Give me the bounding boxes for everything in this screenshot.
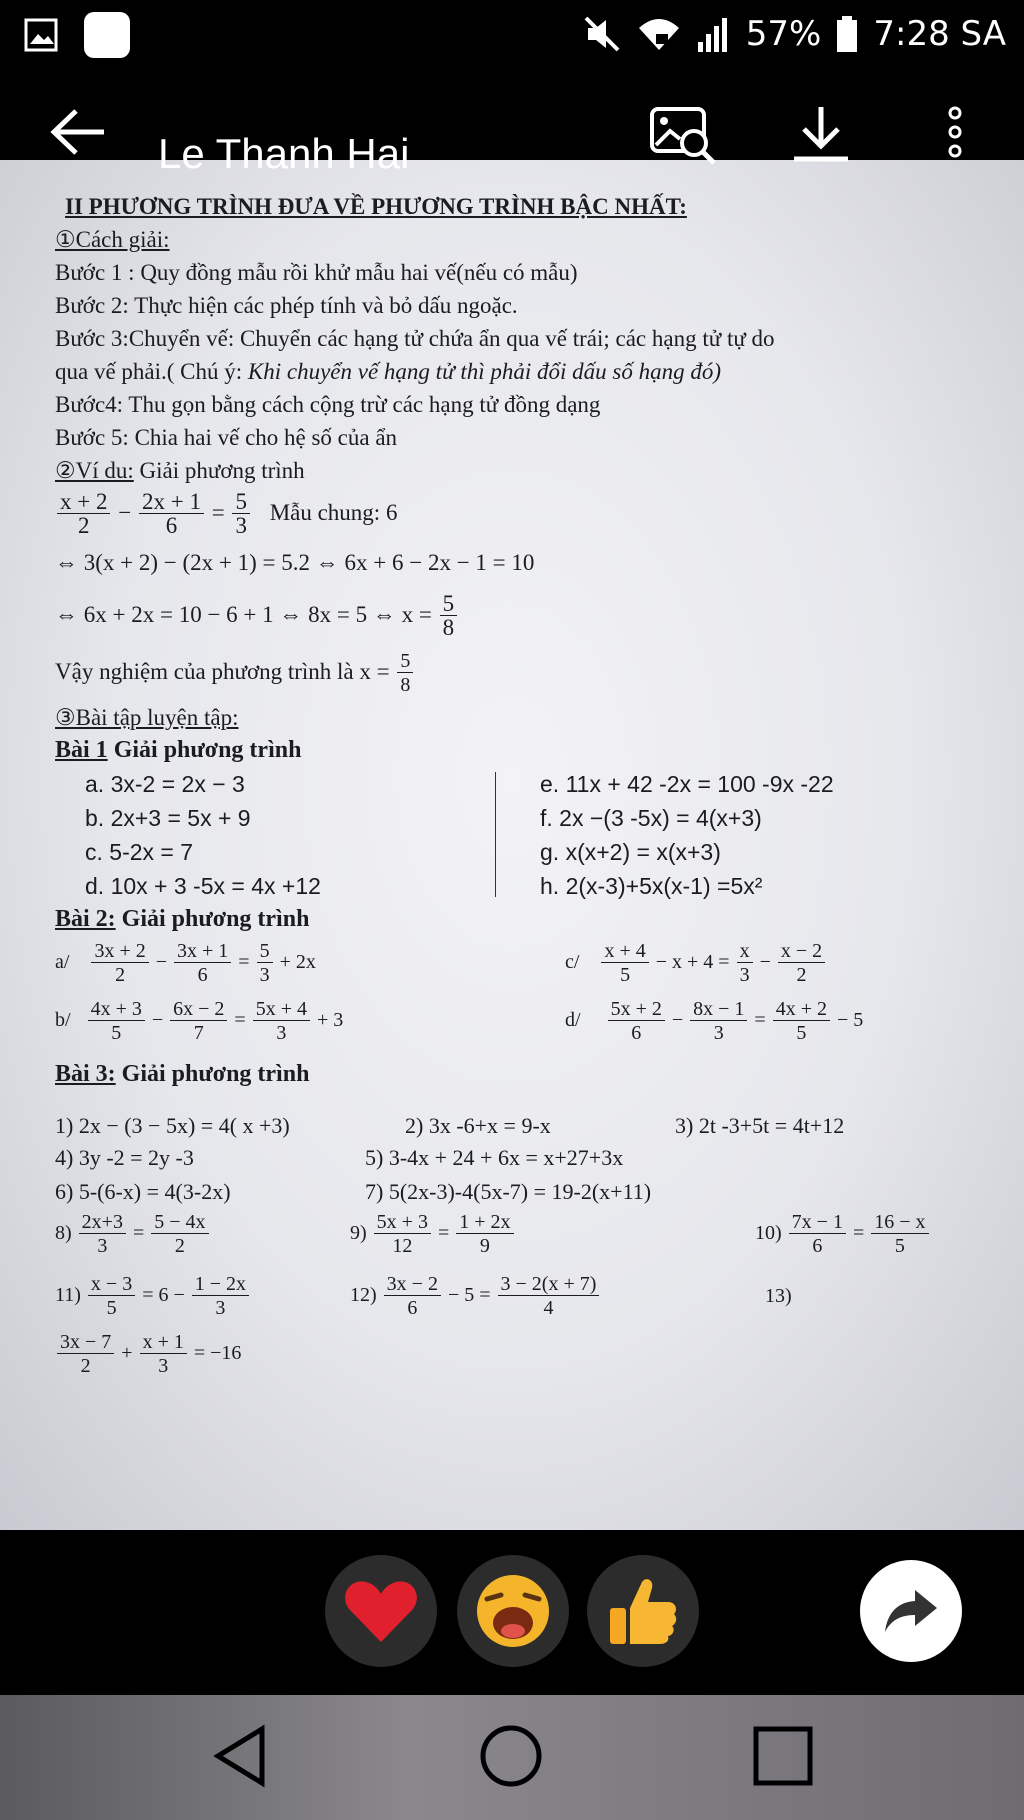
back-arrow-icon[interactable] <box>48 107 108 157</box>
status-icons <box>582 14 1006 54</box>
example-step-2 <box>55 587 975 643</box>
exercise-item: 3) 2t -3+5t = 4t+12 <box>675 1113 845 1138</box>
recents-nav-icon[interactable] <box>750 1723 816 1789</box>
exercise-item: 4) 3y -2 = 2y -3 <box>55 1145 194 1170</box>
section-heading: II PHƯƠNG TRÌNH ĐƯA VỀ PHƯƠNG TRÌNH BẬC NHẤT: <box>65 194 687 219</box>
bai2-exercises <box>55 936 975 1054</box>
step-3-note-prefix: qua vế phải.( Chú ý: <box>55 359 248 384</box>
bai1-title: Giải phương trình <box>107 737 302 763</box>
exercise-3-13: 13) <box>765 1285 792 1307</box>
method-label: ①Cách giải: <box>55 227 170 252</box>
example-label: ②Ví du: <box>55 458 134 483</box>
step-3-note: Khi chuyển vế hạng tử thì phải đổi dấu số hạng đó) <box>247 359 722 384</box>
example-step-1: ⇔ 3(x + 2) − (2x + 1) = 5.2 ⇔ 6x + 6 − 2x − 1 = 10 <box>55 550 535 575</box>
mute-icon <box>582 14 622 54</box>
document-page <box>55 190 975 1383</box>
example-conclusion <box>55 643 975 701</box>
exercise-3-8: 8) $\frac{2x+3}{3}$ = $\frac{5 - 4x}{2}$ <box>55 1211 211 1258</box>
app-notification-icon <box>82 10 132 60</box>
exercise-item: 5) 3-4x + 24 + 6x = x+27+3x <box>365 1145 624 1170</box>
exercise-item: a. 3x-2 = 2x − 3 <box>85 771 245 797</box>
bai1-heading <box>55 734 975 767</box>
share-button[interactable] <box>860 1560 962 1662</box>
bai3-title: Giải phương trình <box>115 1061 310 1087</box>
exercise-label: ③Bài tập luyện tập: <box>55 705 239 730</box>
gallery-notification-icon <box>24 18 58 52</box>
step-1: Bước 1 : Quy đồng mẫu rồi khử mẫu hai vế(nếu có mẫu) <box>55 260 578 285</box>
step-2: Bước 2: Thực hiện các phép tính và bỏ dấu ngoặc. <box>55 293 518 318</box>
common-denominator: Mẫu chung: 6 <box>269 500 398 525</box>
example-text: Giải phương trình <box>133 458 305 483</box>
exercise-3-9: 9) $\frac{5x + 3}{12}$ = $\frac{1 + 2x}{9}$ <box>350 1211 516 1258</box>
fraction: $\frac{5}{8}$ <box>397 650 413 697</box>
column-divider <box>495 772 496 897</box>
image-search-icon[interactable] <box>648 103 718 167</box>
home-nav-icon[interactable] <box>478 1723 544 1789</box>
exercise-item: 7) 5(2x-3)-4(5x-7) = 19-2(x+11) <box>365 1179 652 1204</box>
exercise-item: d. 10x + 3 -5x = 4x +12 <box>85 873 321 899</box>
exercise-item: h. 2(x-3)+5x(x-1) =5x² <box>540 873 763 899</box>
step-5: Bước 5: Chia hai vế cho hệ số của ẩn <box>55 425 398 450</box>
bai1-label: Bài 1 <box>55 737 108 763</box>
bai1-exercises <box>55 767 975 897</box>
bai3-exercises <box>55 1113 975 1383</box>
battery-percent: 57% <box>745 14 822 54</box>
sender-name: Le Thanh Hai <box>158 130 410 177</box>
more-options-icon[interactable] <box>940 103 970 167</box>
step-4: Bước4: Thu gọn bằng cách cộng trừ các hạng tử đồng dạng <box>55 392 601 417</box>
reaction-bar <box>0 1530 1024 1695</box>
exercise-item: 1) 2x − (3 − 5x) = 4( x +3) <box>55 1113 290 1138</box>
bai2-heading <box>55 903 975 936</box>
exercise-2c: c/ $\frac{x + 4}{5}$ − x + 4 = $\frac{x}{3}$ − $\frac{x - 2}{2}$ <box>565 940 827 987</box>
clock: 7:28 SA <box>873 14 1006 54</box>
back-nav-icon[interactable] <box>210 1723 270 1789</box>
like-reaction-button[interactable] <box>587 1555 699 1667</box>
exercise-3-11: 11) $\frac{x - 3}{5}$ = 6 − $\frac{1 - 2x}{3}$ <box>55 1273 251 1320</box>
system-navigation-bar <box>0 1695 1024 1820</box>
fraction: $\frac{5}{8}$ <box>440 593 458 640</box>
heart-icon <box>344 1578 418 1644</box>
bai3-label: Bài 3: <box>55 1061 116 1087</box>
step-3-continued <box>55 355 975 388</box>
exercise-item: c. 5-2x = 7 <box>85 839 194 865</box>
exercise-3-10: 10) $\frac{7x - 1}{6}$ = $\frac{16 - x}{5}$ <box>755 1211 931 1258</box>
exercise-item: f. 2x −(3 -5x) = 4(x+3) <box>540 805 762 831</box>
exercise-2b: b/ $\frac{4x + 3}{5}$ − $\frac{6x - 2}{7}$ = $\frac{5x + 4}{3}$ + 3 <box>55 998 344 1044</box>
fraction: $\frac{2x + 1}{6}$ <box>139 491 204 538</box>
signal-icon <box>696 14 732 54</box>
exercise-item: g. x(x+2) = x(x+3) <box>540 839 721 865</box>
example-heading <box>55 454 975 487</box>
laugh-reaction-button[interactable] <box>457 1555 569 1667</box>
exercise-3-13-equation: $\frac{3x - 7}{2}$ + $\frac{x + 1}{3}$ = −16 <box>55 1331 241 1378</box>
thumbs-up-icon <box>606 1574 680 1648</box>
wifi-icon <box>636 14 682 54</box>
exercise-2d: d/ $\frac{5x + 2}{6}$ − $\frac{8x - 1}{3}$ = $\frac{4x + 2}{5}$ − 5 <box>565 998 864 1044</box>
bai2-title: Giải phương trình <box>115 906 310 932</box>
battery-icon <box>835 14 859 54</box>
status-bar <box>0 0 1024 75</box>
exercise-3-12: 12) $\frac{3x - 2}{6}$ − 5 = $\frac{3 - 2(x + 7)}{4}$ <box>350 1273 601 1320</box>
viewer-toolbar <box>0 75 1024 175</box>
bai3-heading <box>55 1058 975 1091</box>
example-equation: $\frac{x + 2}{2}$ − $\frac{2x + 1}{6}$ = $\frac{5}{3}$ Mẫu chung: 6 <box>55 487 975 539</box>
conclusion-text: Vậy nghiệm của phương trình là x = <box>55 659 390 684</box>
share-arrow-icon <box>883 1588 939 1634</box>
fraction: $\frac{5}{3}$ <box>232 491 250 538</box>
exercise-item: 2) 3x -6+x = 9-x <box>405 1113 551 1138</box>
heart-reaction-button[interactable] <box>325 1555 437 1667</box>
fraction: $\frac{x + 2}{2}$ <box>57 491 110 538</box>
exercise-item: 6) 5-(6-x) = 4(3-2x) <box>55 1179 231 1204</box>
laughing-face-icon <box>473 1571 553 1651</box>
download-icon[interactable] <box>788 103 854 167</box>
exercise-item: e. 11x + 42 -2x = 100 -9x -22 <box>540 771 834 797</box>
exercise-item: b. 2x+3 = 5x + 9 <box>85 805 251 831</box>
exercise-2a: a/ $\frac{3x + 2}{2}$ − $\frac{3x + 1}{6}$ = $\frac{5}{3}$ + 2x <box>55 940 316 986</box>
bai1-left-column <box>85 767 321 903</box>
bai2-label: Bài 2: <box>55 906 116 932</box>
photo-viewer-image[interactable] <box>0 160 1024 1530</box>
step-3: Bước 3:Chuyển vế: Chuyển các hạng tử chứa ẩn qua vế trái; các hạng tử tự do <box>55 326 775 351</box>
example-step-2-text: ⇔ 6x + 2x = 10 − 6 + 1 ⇔ 8x = 5 ⇔ x = <box>55 602 432 627</box>
bai1-right-column <box>540 767 834 903</box>
